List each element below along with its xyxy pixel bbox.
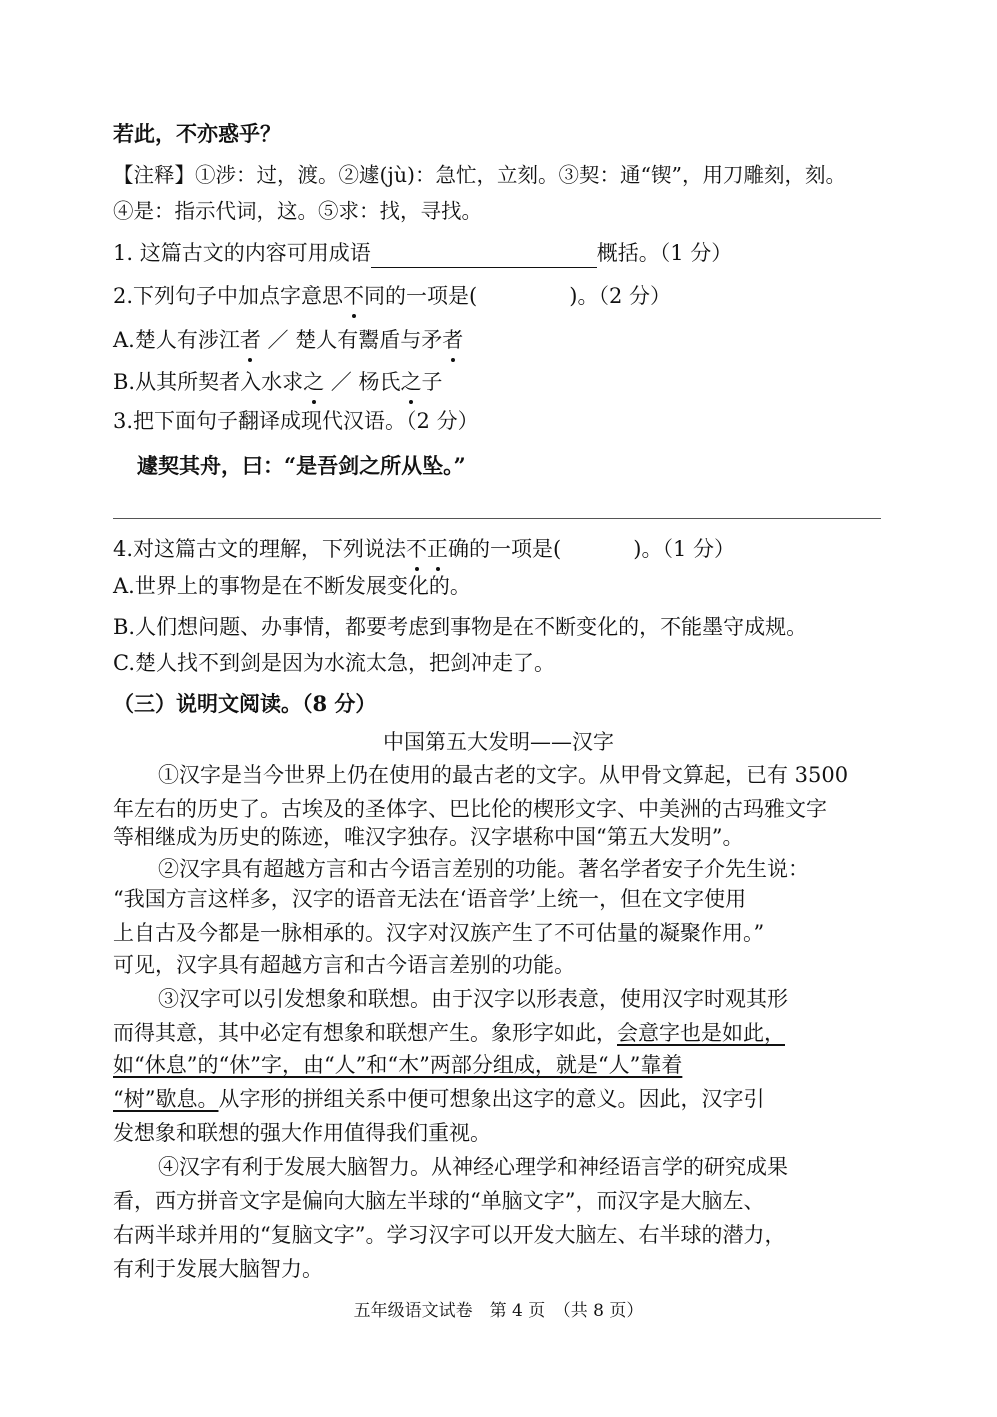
passage-line: “我国方言这样多，汉字的语音无法在‘语音学’上统一，但在文字使用 <box>113 887 747 911</box>
passage-line: 可见，汉字具有超越方言和古今语言差别的功能。 <box>113 953 575 977</box>
passage-line: 上自古及今都是一脉相承的。汉字对汉族产生了不可估量的凝聚作用。” <box>113 921 765 945</box>
question-3-title: 3.把下面句子翻译成现代汉语。（2 分） <box>113 409 479 433</box>
passage-line: 发想象和联想的强大作用值得我们重视。 <box>113 1121 491 1145</box>
passage-line <box>113 1018 785 1048</box>
question-4-option-a: A.世界上的事物是在不断发展变化的。 <box>113 574 471 598</box>
question-3-sentence: 遽契其舟，曰：“是吾剑之所从坠。” <box>137 453 466 478</box>
question-4-text-2: 确的一项是( <box>448 537 562 561</box>
passage-line: 看，西方拼音文字是偏向大脑左半球的“单脑文字”，而汉字是大脑左、 <box>113 1189 765 1213</box>
question-2-option-a <box>113 325 463 355</box>
option-text: A.楚人有涉江 <box>113 328 240 352</box>
passage-line: 等相继成为历史的陈迹，唯汉字独存。汉字堪称中国“第五大发明”。 <box>113 825 744 849</box>
underlined-text: 会意字也是如此， <box>617 1021 785 1045</box>
question-2-text-2: 同的一项是( <box>364 284 478 308</box>
question-4-score: )。（1 分） <box>633 537 735 561</box>
dotted-char: 不 <box>343 281 364 311</box>
question-2-text: 2.下列句子中加点字意思 <box>113 284 344 308</box>
dotted-char: 者 <box>442 325 463 355</box>
question-2-option-b <box>113 367 442 397</box>
option-text: ／ 楚人有鬻盾与矛 <box>260 328 443 352</box>
dotted-char: 之 <box>400 367 421 397</box>
section-heading: （三）说明文阅读。（8 分） <box>113 691 377 716</box>
passage-title: 中国第五大发明——汉字 <box>383 730 614 754</box>
passage-line: ④汉字有利于发展大脑智力。从神经心理学和神经语言学的研究成果 <box>158 1155 788 1179</box>
story-ending: 若此，不亦惑乎？ <box>113 121 281 146</box>
underlined-text: 如“休息”的“休”字，由“人”和“木”两部分组成，就是“人”靠着 <box>113 1053 683 1077</box>
underlined-text: “树”歇息。 <box>113 1087 219 1111</box>
passage-line: ②汉字具有超越方言和古今语言差别的功能。著名学者安子介先生说： <box>158 857 809 881</box>
passage-line <box>113 1084 764 1114</box>
question-1 <box>113 238 732 268</box>
question-4-text: 4.对这篇古文的理解，下列说法 <box>113 537 407 561</box>
question-4-option-c: C.楚人找不到剑是因为水流太急，把剑冲走了。 <box>113 651 555 675</box>
notes-line-2: ④是：指示代词，这。⑤求：找，寻找。 <box>113 199 482 223</box>
question-2 <box>113 281 671 311</box>
translation-answer-line[interactable] <box>113 518 881 519</box>
notes-line-1: 【注释】①涉：过，渡。②遽(jù)：急忙，立刻。③契：通“锲”，用刀雕刻，刻。 <box>113 163 847 187</box>
question-4-option-b: B.人们想问题、办事情，都要考虑到事物是在不断变化的，不能墨守成规。 <box>113 615 808 639</box>
page-footer: 五年级语文试卷 第 4 页 （共 8 页） <box>353 1301 644 1321</box>
passage-line: ①汉字是当今世界上仍在使用的最古老的文字。从甲骨文算起，已有 3500 <box>158 763 849 787</box>
passage-line: 年左右的历史了。古埃及的圣体字、巴比伦的楔形文字、中美洲的古玛雅文字 <box>113 797 827 821</box>
passage-line: ③汉字可以引发想象和联想。由于汉字以形表意，使用汉字时观其形 <box>158 987 788 1011</box>
question-1-text: 1. 这篇古文的内容可用成语 <box>113 241 371 265</box>
dotted-char: 正 <box>427 534 448 564</box>
idiom-answer-blank[interactable] <box>371 245 597 268</box>
question-4 <box>113 534 735 564</box>
dotted-char: 之 <box>303 367 324 397</box>
dotted-char: 者 <box>240 325 261 355</box>
option-text: 子 <box>421 370 443 394</box>
passage-text: 从字形的拼组关系中便可想象出这字的意义。因此，汉字引 <box>218 1087 765 1111</box>
question-2-score: )。（2 分） <box>569 284 671 308</box>
option-text: ／ 杨氏 <box>324 370 401 394</box>
question-1-score: 概括。（1 分） <box>596 241 733 265</box>
option-text: B.从其所契者入水求 <box>113 370 304 394</box>
passage-line: 右两半球并用的“复脑文字”。学习汉字可以开发大脑左、右半球的潜力， <box>113 1223 786 1247</box>
dotted-char: 不 <box>406 534 427 564</box>
passage-text: 而得其意，其中必定有想象和联想产生。象形字如此， <box>113 1021 617 1045</box>
passage-line: 有利于发展大脑智力。 <box>113 1257 323 1281</box>
